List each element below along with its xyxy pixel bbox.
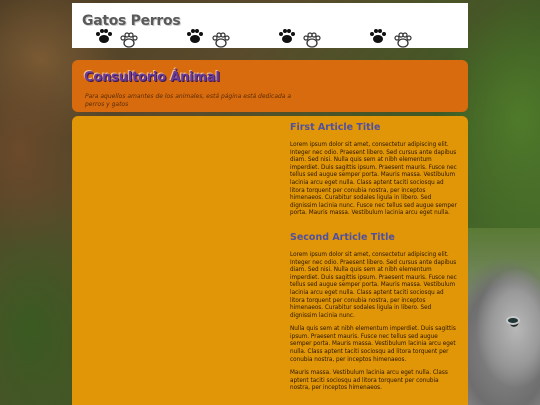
article-paragraph: Lorem ipsum dolor sit amet, consectetur adipiscing elit. Integer nec odio. Praesent libero. Sed cursus ante dapibus diam. Sed nisi. Nulla quis sem at nibh elementum imperdiet. Duis sagittis ipsum. Praesent mauris. Fusce nec tellus sed augue semper porta. Mauris massa. Vestibulum lacinia arcu eget nulla. Class aptent taciti sociosqu ad litora torquent per conubia nostra, per inceptos himenaeos. Curabitur sodales ligula in libero. Sed dignissim lacinia nunc. bbox=[290, 251, 457, 319]
article-title: Second Article Title bbox=[290, 231, 395, 243]
paw-icon-dark bbox=[94, 26, 114, 46]
kitten-eye bbox=[506, 316, 520, 325]
article-paragraph: Lorem ipsum dolor sit amet, consectetur adipiscing elit. Integer nec odio. Praesent libero. Sed cursus ante dapibus diam. Sed nisi. Nulla quis sem at nibh elementum imperdiet. Duis sagittis ipsum. Praesent mauris. Fusce nec tellus sed augue semper porta. Mauris massa. Vestibulum lacinia arcu eget nulla. Class aptent taciti sociosqu ad litora torquent per conubia nostra, per inceptos himenaeos. Curabitur sodales ligula in libero. Sed dignissim lacinia nunc. Fusce nec tellus sed augue semper porta. Mauris massa. Vestibulum lacinia arcu eget nulla. bbox=[290, 142, 457, 217]
site-title[interactable]: Consultorio Ánimal bbox=[84, 70, 220, 85]
brand-name[interactable]: Gatos Perros bbox=[82, 13, 181, 29]
kitten-background-image bbox=[466, 228, 540, 405]
article-paragraph: Nulla quis sem at nibh elementum imperdiet. Duis sagittis ipsum. Praesent mauris. Fusce nec tellus sed augue semper porta. Mauris massa. Vestibulum lacinia arcu eget nulla. Class aptent taciti sociosqu ad litora torquent per conubia nostra, per inceptos himenaeos. bbox=[290, 326, 456, 363]
article-column bbox=[290, 120, 458, 399]
site-subtitle: Para aquellos amantes de los animales, está página está dedicada a perros y gatos bbox=[85, 93, 292, 108]
site-header bbox=[72, 60, 468, 112]
article-title: First Article Title bbox=[290, 122, 381, 133]
top-banner bbox=[72, 3, 468, 48]
paw-icon-outline bbox=[119, 30, 139, 50]
paw-icon-outline bbox=[302, 30, 322, 50]
paw-icon-outline bbox=[393, 30, 413, 50]
paw-icon-dark bbox=[185, 26, 205, 46]
paw-icon-outline bbox=[211, 30, 231, 50]
paw-icon-dark bbox=[277, 26, 297, 46]
main-panel bbox=[72, 116, 468, 405]
paw-icon-dark bbox=[368, 26, 388, 46]
article-paragraph: Mauris massa. Vestibulum lacinia arcu eget nulla. Class aptent taciti sociosqu ad litora torquent per conubia nostra, per inceptos himenaeos. bbox=[290, 370, 448, 392]
